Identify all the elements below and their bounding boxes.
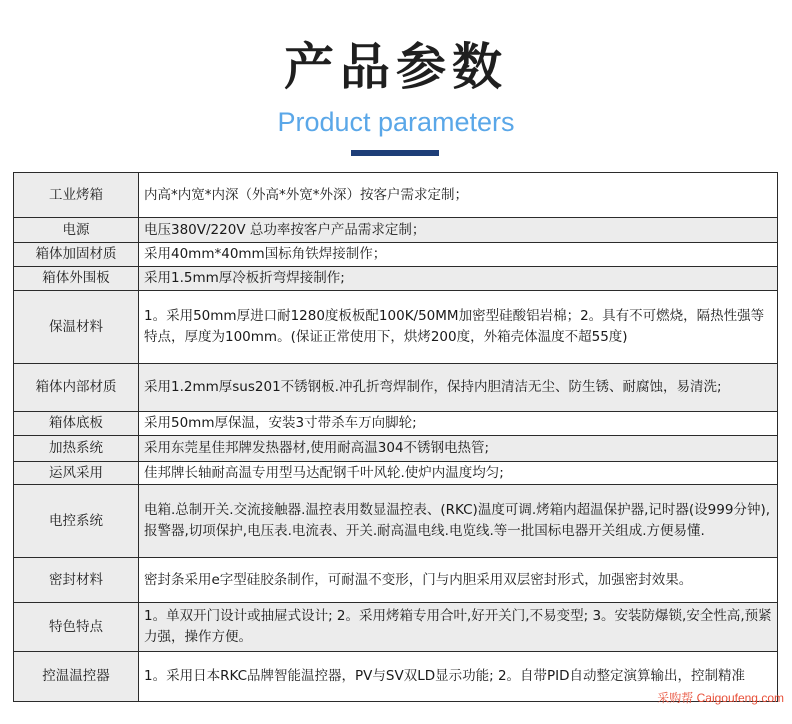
- table-row: [14, 218, 778, 243]
- param-value: 佳邦牌长轴耐高温专用型马达配钢千叶风轮.使炉内温度均匀;: [139, 462, 778, 485]
- param-value: 采用1.2mm厚sus201不锈钢板.冲孔折弯焊制作，保持内胆清洁无尘、防生锈、耐腐蚀，易清洗;: [139, 364, 778, 412]
- param-value: 1。采用50mm厚进口耐1280度板板配100K/50MM加密型硅酸铝岩棉；2。具有不可燃烧，隔热性强等特点，厚度为100mm。(保证正常使用下，烘烤200度，外箱壳体温度不超55度): [139, 291, 778, 364]
- param-label: 工业烤箱: [14, 173, 139, 218]
- table-row: [14, 436, 778, 462]
- param-label: 箱体底板: [14, 412, 139, 436]
- param-value: 1。单双开门设计或抽屉式设计; 2。采用烤箱专用合叶,好开关门,不易变型; 3。安装防爆锁,安全性高,预紧力强，操作方便。: [139, 603, 778, 652]
- table-row: [14, 485, 778, 558]
- watermark: 采购帮 Caigoufeng.com: [657, 691, 784, 705]
- table-row: [14, 243, 778, 267]
- param-value: 电箱.总制开关.交流接触器.温控表用数显温控表、(RKC)温度可调.烤箱内超温保护器,记时器(设999分钟),报警器,切项保护,电压表.电流表、开关.耐高温电线.电览线.等一批国标电器开关组成.方便易懂.: [139, 485, 778, 558]
- table-row: [14, 267, 778, 291]
- table-row: [14, 462, 778, 485]
- param-label: 运风采用: [14, 462, 139, 485]
- param-label: 电源: [14, 218, 139, 243]
- param-value: 采用40mm*40mm国标角铁焊接制作；: [139, 243, 778, 267]
- param-value: 密封条采用e字型硅胶条制作，可耐温不变形，门与内胆采用双层密封形式，加强密封效果。: [139, 558, 778, 603]
- table-row: [14, 558, 778, 603]
- param-label: 密封材料: [14, 558, 139, 603]
- param-value: 电压380V/220V 总功率按客户产品需求定制；: [139, 218, 778, 243]
- table-row: [14, 291, 778, 364]
- param-label: 加热系统: [14, 436, 139, 462]
- title-accent-bar: [351, 150, 439, 156]
- page-subtitle: Product parameters: [277, 107, 515, 137]
- param-label: 箱体外围板: [14, 267, 139, 291]
- table-row: [14, 173, 778, 218]
- param-value: 采用东莞星佳邦牌发热器材,使用耐高温304不锈钢电热管;: [139, 436, 778, 462]
- table-row: [14, 364, 778, 412]
- page-title: 产品参数: [284, 38, 508, 96]
- parameters-table: [13, 172, 778, 702]
- table-row: [14, 603, 778, 652]
- param-value: 采用50mm厚保温，安装3寸带杀车万向脚轮;: [139, 412, 778, 436]
- param-label: 控温温控器: [14, 652, 139, 702]
- param-value: 内高*内宽*内深（外高*外宽*外深）按客户需求定制；: [139, 173, 778, 218]
- param-label: 保温材料: [14, 291, 139, 364]
- param-value: 采用1.5mm厚冷板折弯焊接制作;: [139, 267, 778, 291]
- param-value: 1。采用日本RKC品牌智能温控器，PV与SV双LD显示功能; 2。自带PID自动整定演算输出，控制精准: [139, 652, 778, 702]
- param-label: 特色特点: [14, 603, 139, 652]
- table-row: [14, 412, 778, 436]
- param-label: 电控系统: [14, 485, 139, 558]
- param-label: 箱体内部材质: [14, 364, 139, 412]
- param-label: 箱体加固材质: [14, 243, 139, 267]
